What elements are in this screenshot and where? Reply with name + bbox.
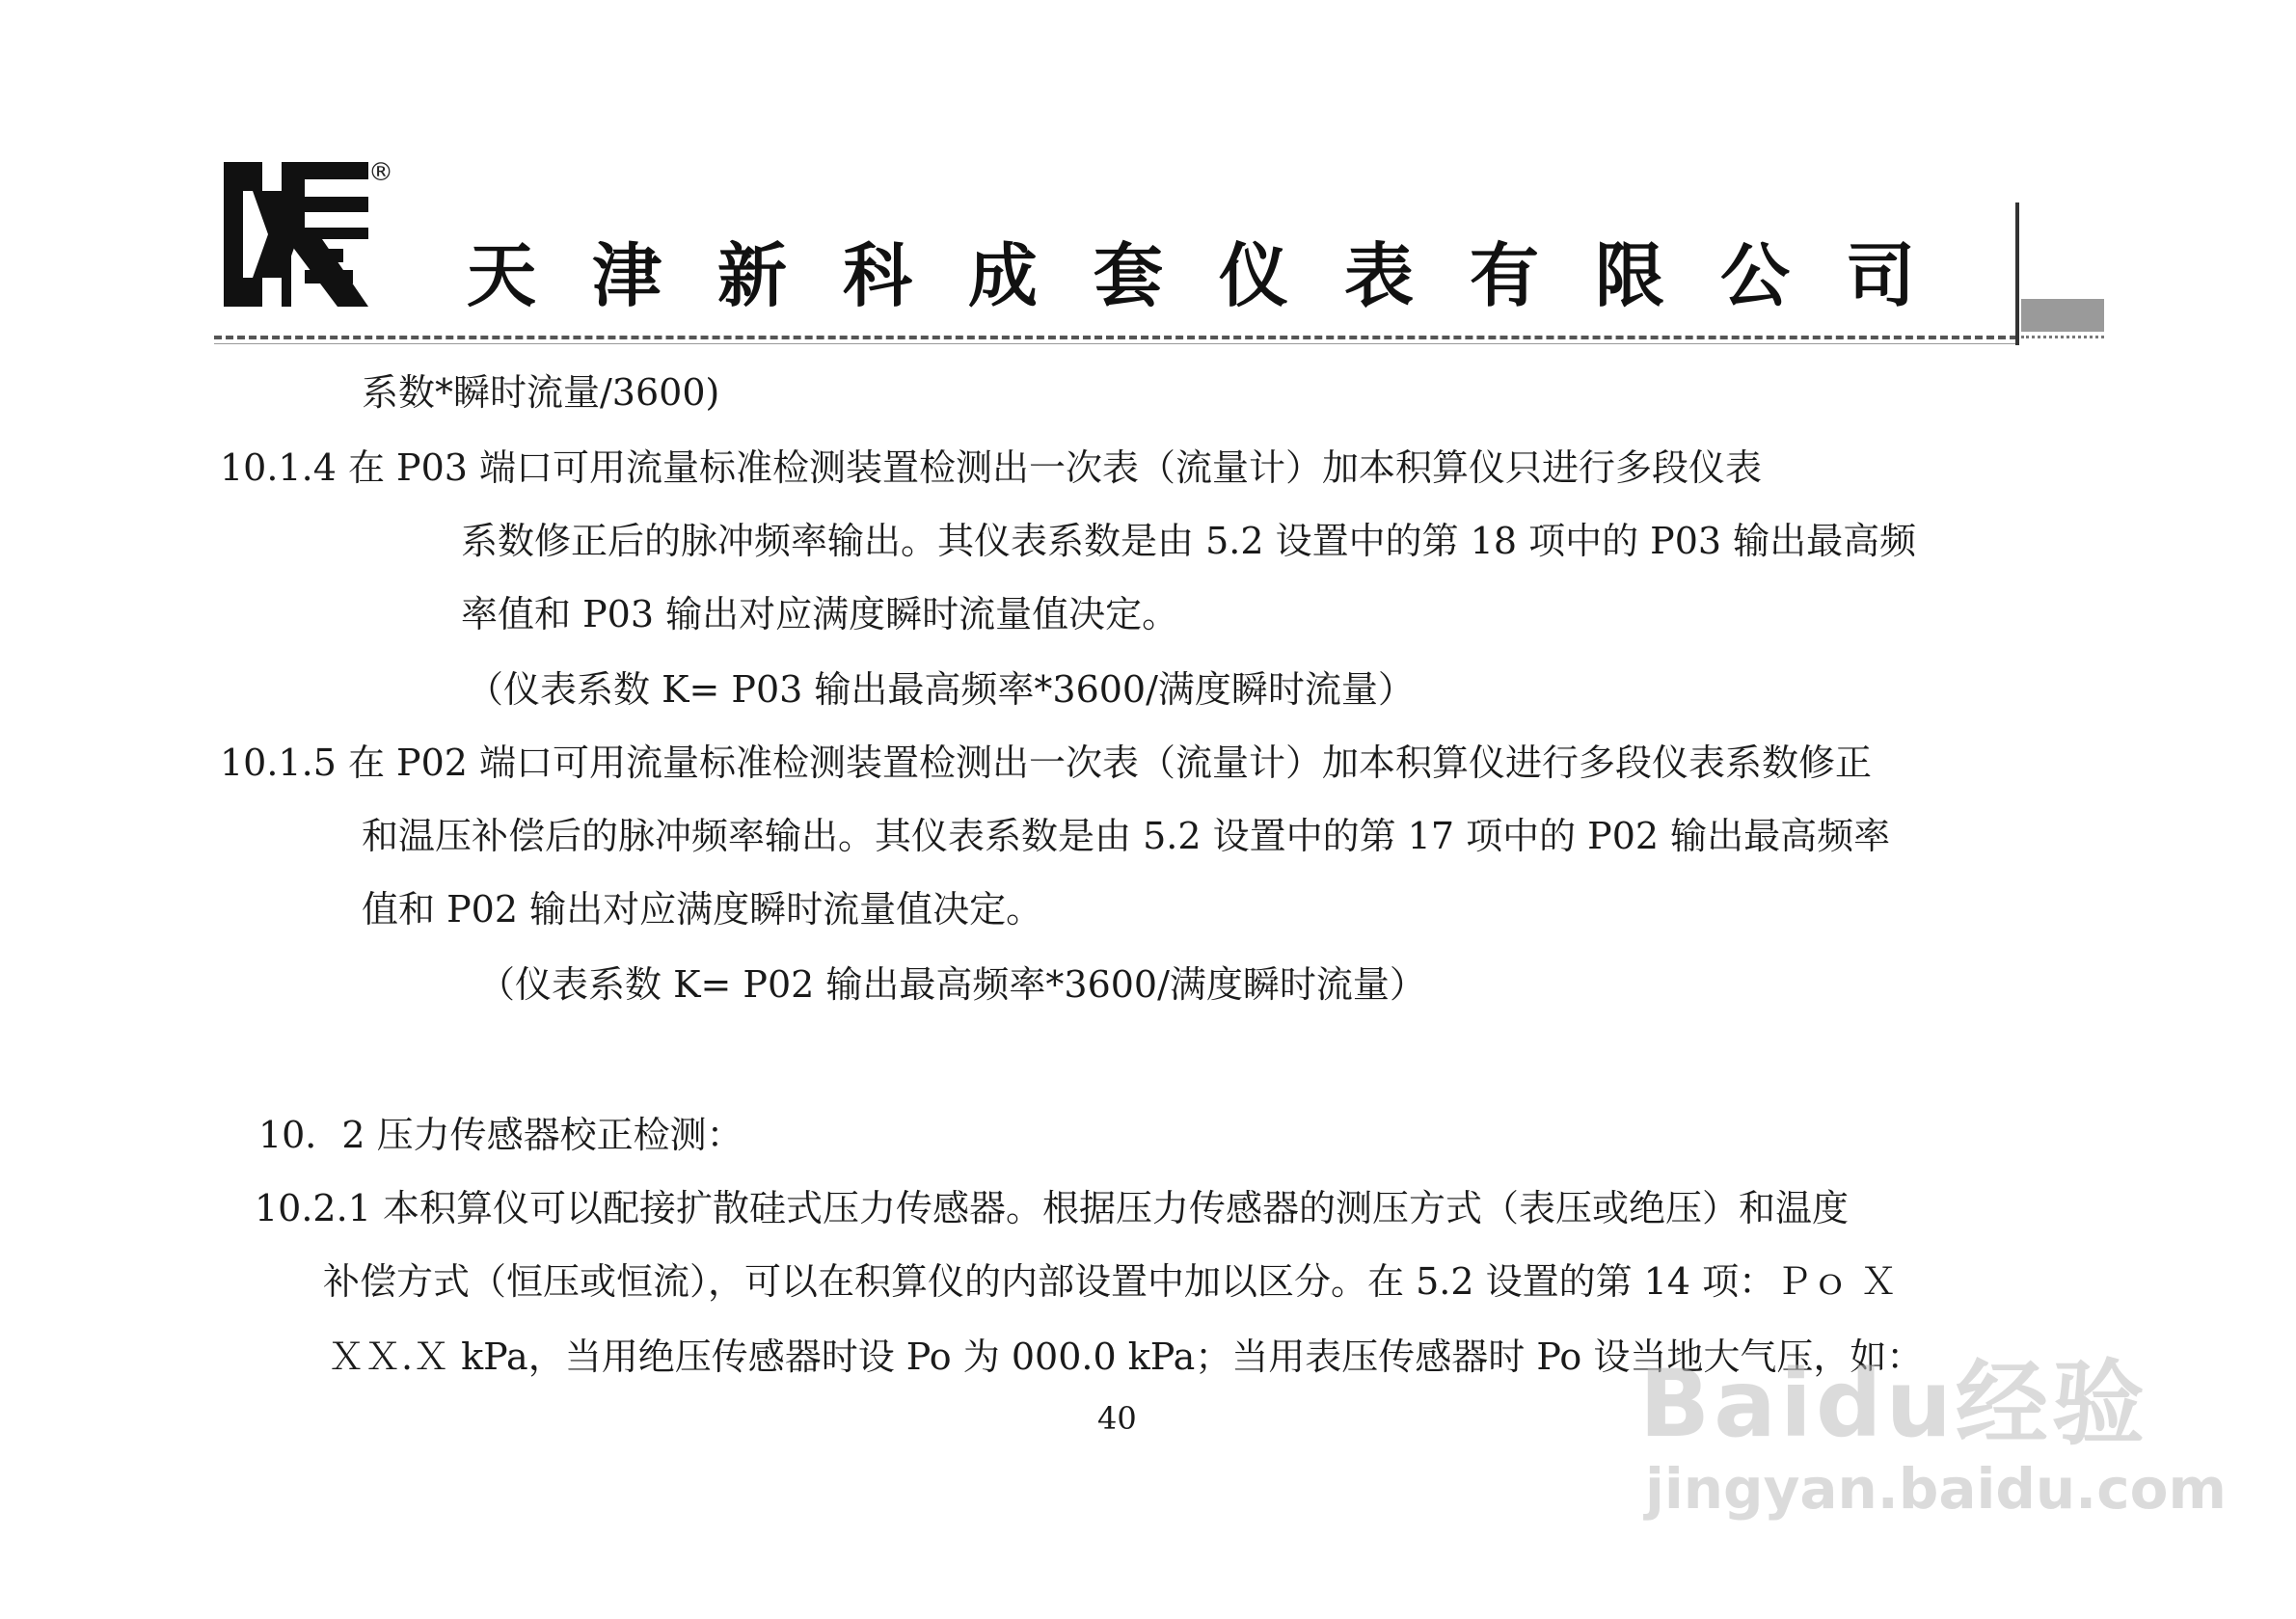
baidu-watermark: [1639, 1331, 2227, 1562]
header-tab-dots: [2021, 336, 2104, 338]
body-line: 10.1.4 在 P03 端口可用流量标准检测装置检测出一次表（流量计）加本积算仪只进行多段仪表: [220, 446, 1763, 489]
header-tab-marker: [2021, 299, 2104, 332]
header-divider-thin: [214, 343, 2017, 344]
company-name: 天津新科成套仪表有限公司: [467, 235, 1972, 316]
body-line: 补偿方式（恒压或恒流），可以在积算仪的内部设置中加以区分。在 5.2 设置的第 14 项：Ｐｏ Ｘ: [323, 1260, 1898, 1303]
body-line: （仪表系数 K= P02 输出最高频率*3600/满度瞬时流量）: [478, 963, 1426, 1006]
company-logo: [224, 162, 378, 307]
header-divider: [214, 336, 2017, 339]
body-line: （仪表系数 K= P03 输出最高频率*3600/满度瞬时流量）: [467, 668, 1415, 711]
header-vertical-rule: [2015, 202, 2019, 345]
body-line: 率值和 P03 输出对应满度瞬时流量值决定。: [461, 593, 1179, 635]
body-line: 和温压补偿后的脉冲频率输出。其仪表系数是由 5.2 设置中的第 17 项中的 P02 输出最高频率: [362, 815, 1891, 857]
watermark-brand: Baidu经验: [1639, 1350, 2148, 1458]
page-number: 40: [1097, 1400, 1137, 1437]
body-line: 系数*瞬时流量/3600): [362, 371, 720, 414]
body-line: 值和 P02 输出对应满度瞬时流量值决定。: [362, 888, 1043, 931]
body-line: 10.2.1 本积算仪可以配接扩散硅式压力传感器。根据压力传感器的测压方式（表压或绝压）和温度: [255, 1187, 1849, 1229]
section-heading: 10．2 压力传感器校正检测：: [258, 1114, 743, 1156]
body-line: 系数修正后的脉冲频率输出。其仪表系数是由 5.2 设置中的第 18 项中的 P03 输出最高频: [461, 520, 1917, 562]
watermark-url: jingyan.baidu.com: [1645, 1456, 2227, 1522]
registered-mark: ®: [368, 158, 393, 187]
body-line: 10.1.5 在 P02 端口可用流量标准检测装置检测出一次表（流量计）加本积算仪进行多段仪表系数修正: [220, 742, 1873, 784]
body-line: ＸＸ.Ｘ kPa，当用绝压传感器时设 Po 为 000.0 kPa；当用表压传感器时 Po 设当地大气压，如：: [328, 1336, 1924, 1378]
